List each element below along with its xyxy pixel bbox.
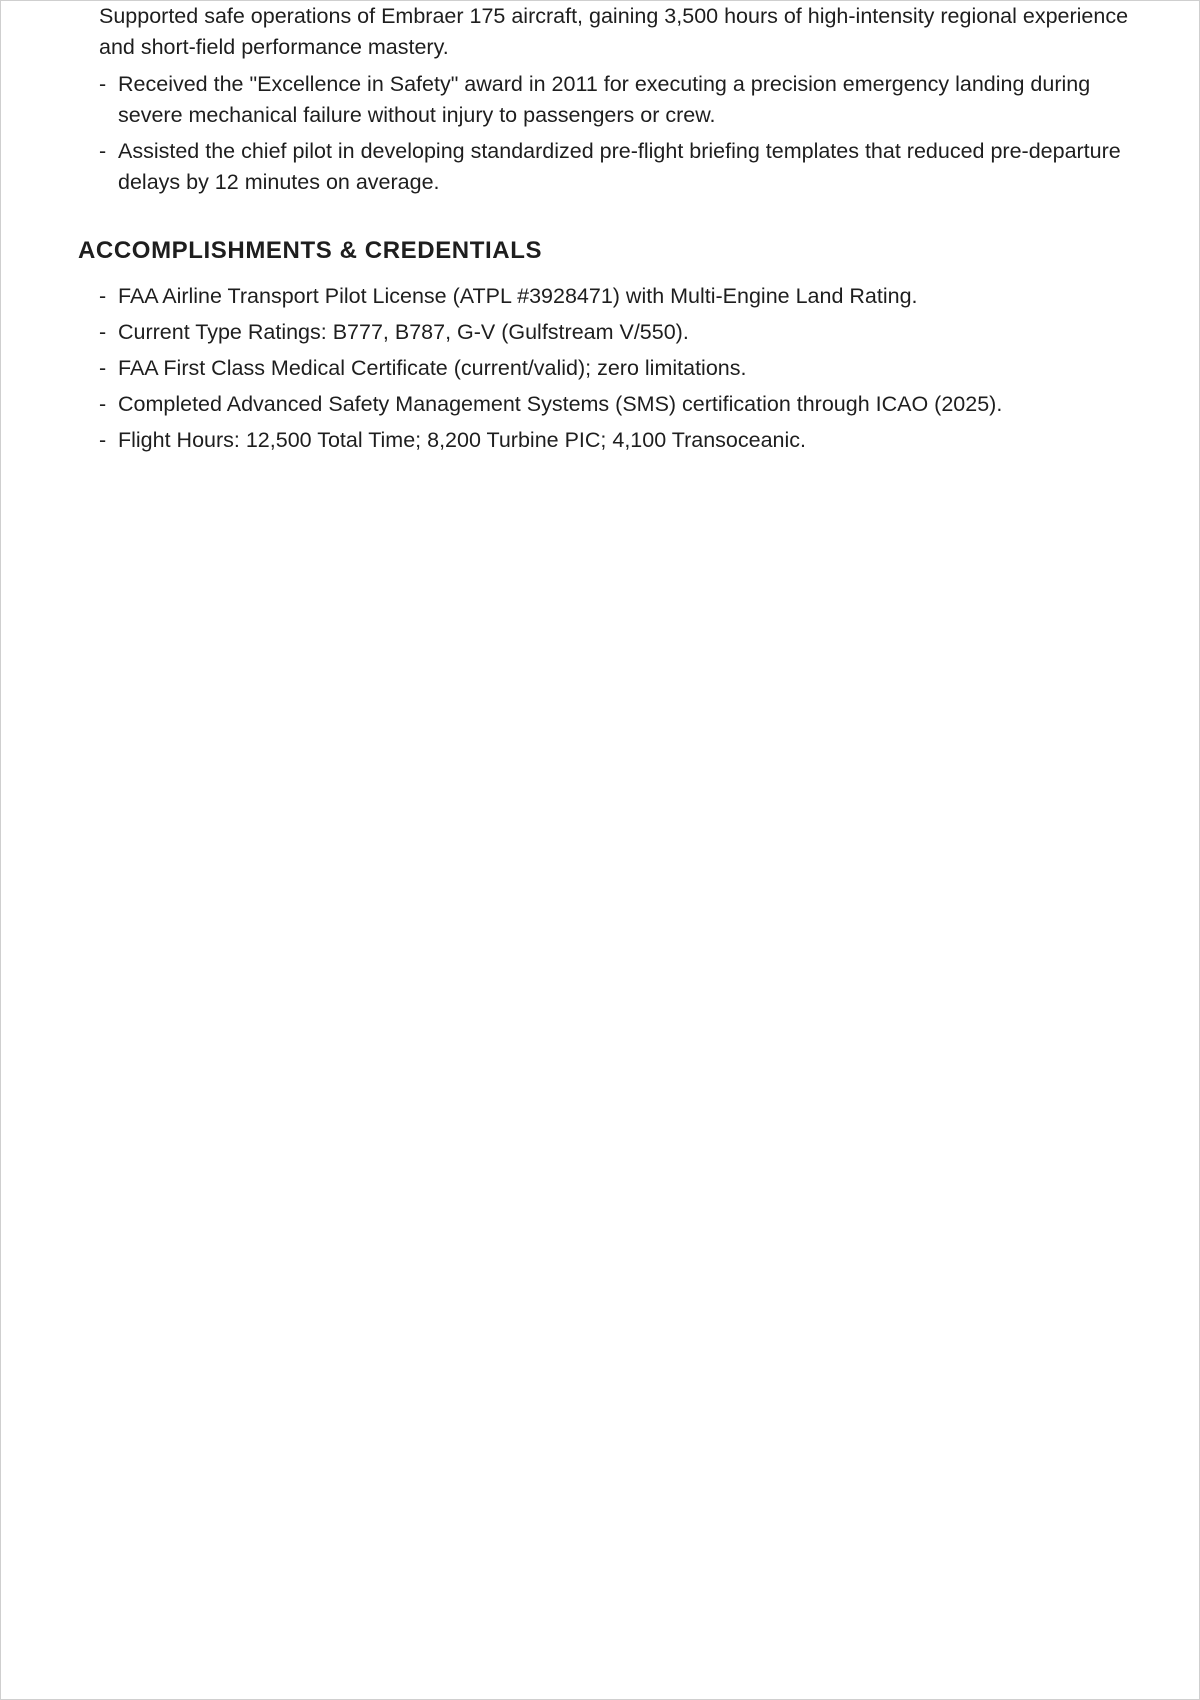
- list-item-text: Flight Hours: 12,500 Total Time; 8,200 Turbine PIC; 4,100 Transoceanic.: [118, 428, 806, 452]
- bullet-dash: -: [99, 139, 107, 163]
- list-item-text: Current Type Ratings: B777, B787, G-V (Gulfstream V/550).: [118, 320, 689, 344]
- bullet-dash: -: [99, 392, 107, 416]
- accomplishments-section: [78, 237, 1138, 461]
- list-item: [78, 317, 1138, 348]
- list-item: [78, 425, 1138, 456]
- experience-bullet-list: [78, 69, 1138, 203]
- bullet-dash: -: [99, 356, 107, 380]
- experience-continuation-text: Supported safe operations of Embraer 175 aircraft, gaining 3,500 hours of high-intensity regional experience and short-field performance mastery.: [99, 4, 1129, 59]
- bullet-dash: -: [99, 428, 107, 452]
- list-item-text: FAA Airline Transport Pilot License (ATPL #3928471) with Multi-Engine Land Rating.: [118, 284, 918, 308]
- bullet-dash: -: [99, 72, 107, 96]
- bullet-dash: -: [99, 320, 107, 344]
- list-item-text: Received the "Excellence in Safety" award in 2011 for executing a precision emergency landing during severe mechanical failure without injury to passengers or crew.: [118, 72, 1091, 127]
- list-item-text: FAA First Class Medical Certificate (current/valid); zero limitations.: [118, 356, 747, 380]
- bullet-dash: -: [99, 284, 107, 308]
- list-item: [78, 353, 1138, 384]
- list-item: [78, 281, 1138, 312]
- list-item-text: Completed Advanced Safety Management Systems (SMS) certification through ICAO (2025).: [118, 392, 1003, 416]
- list-item-text: Assisted the chief pilot in developing standardized pre-flight briefing templates that reduced pre-departure delays by 12 minutes on average.: [118, 139, 1121, 194]
- list-item: [78, 136, 1138, 198]
- accomplishments-list: [78, 281, 1138, 456]
- section-heading: ACCOMPLISHMENTS & CREDENTIALS: [78, 237, 543, 264]
- list-item: [78, 389, 1138, 420]
- list-item: [78, 69, 1138, 131]
